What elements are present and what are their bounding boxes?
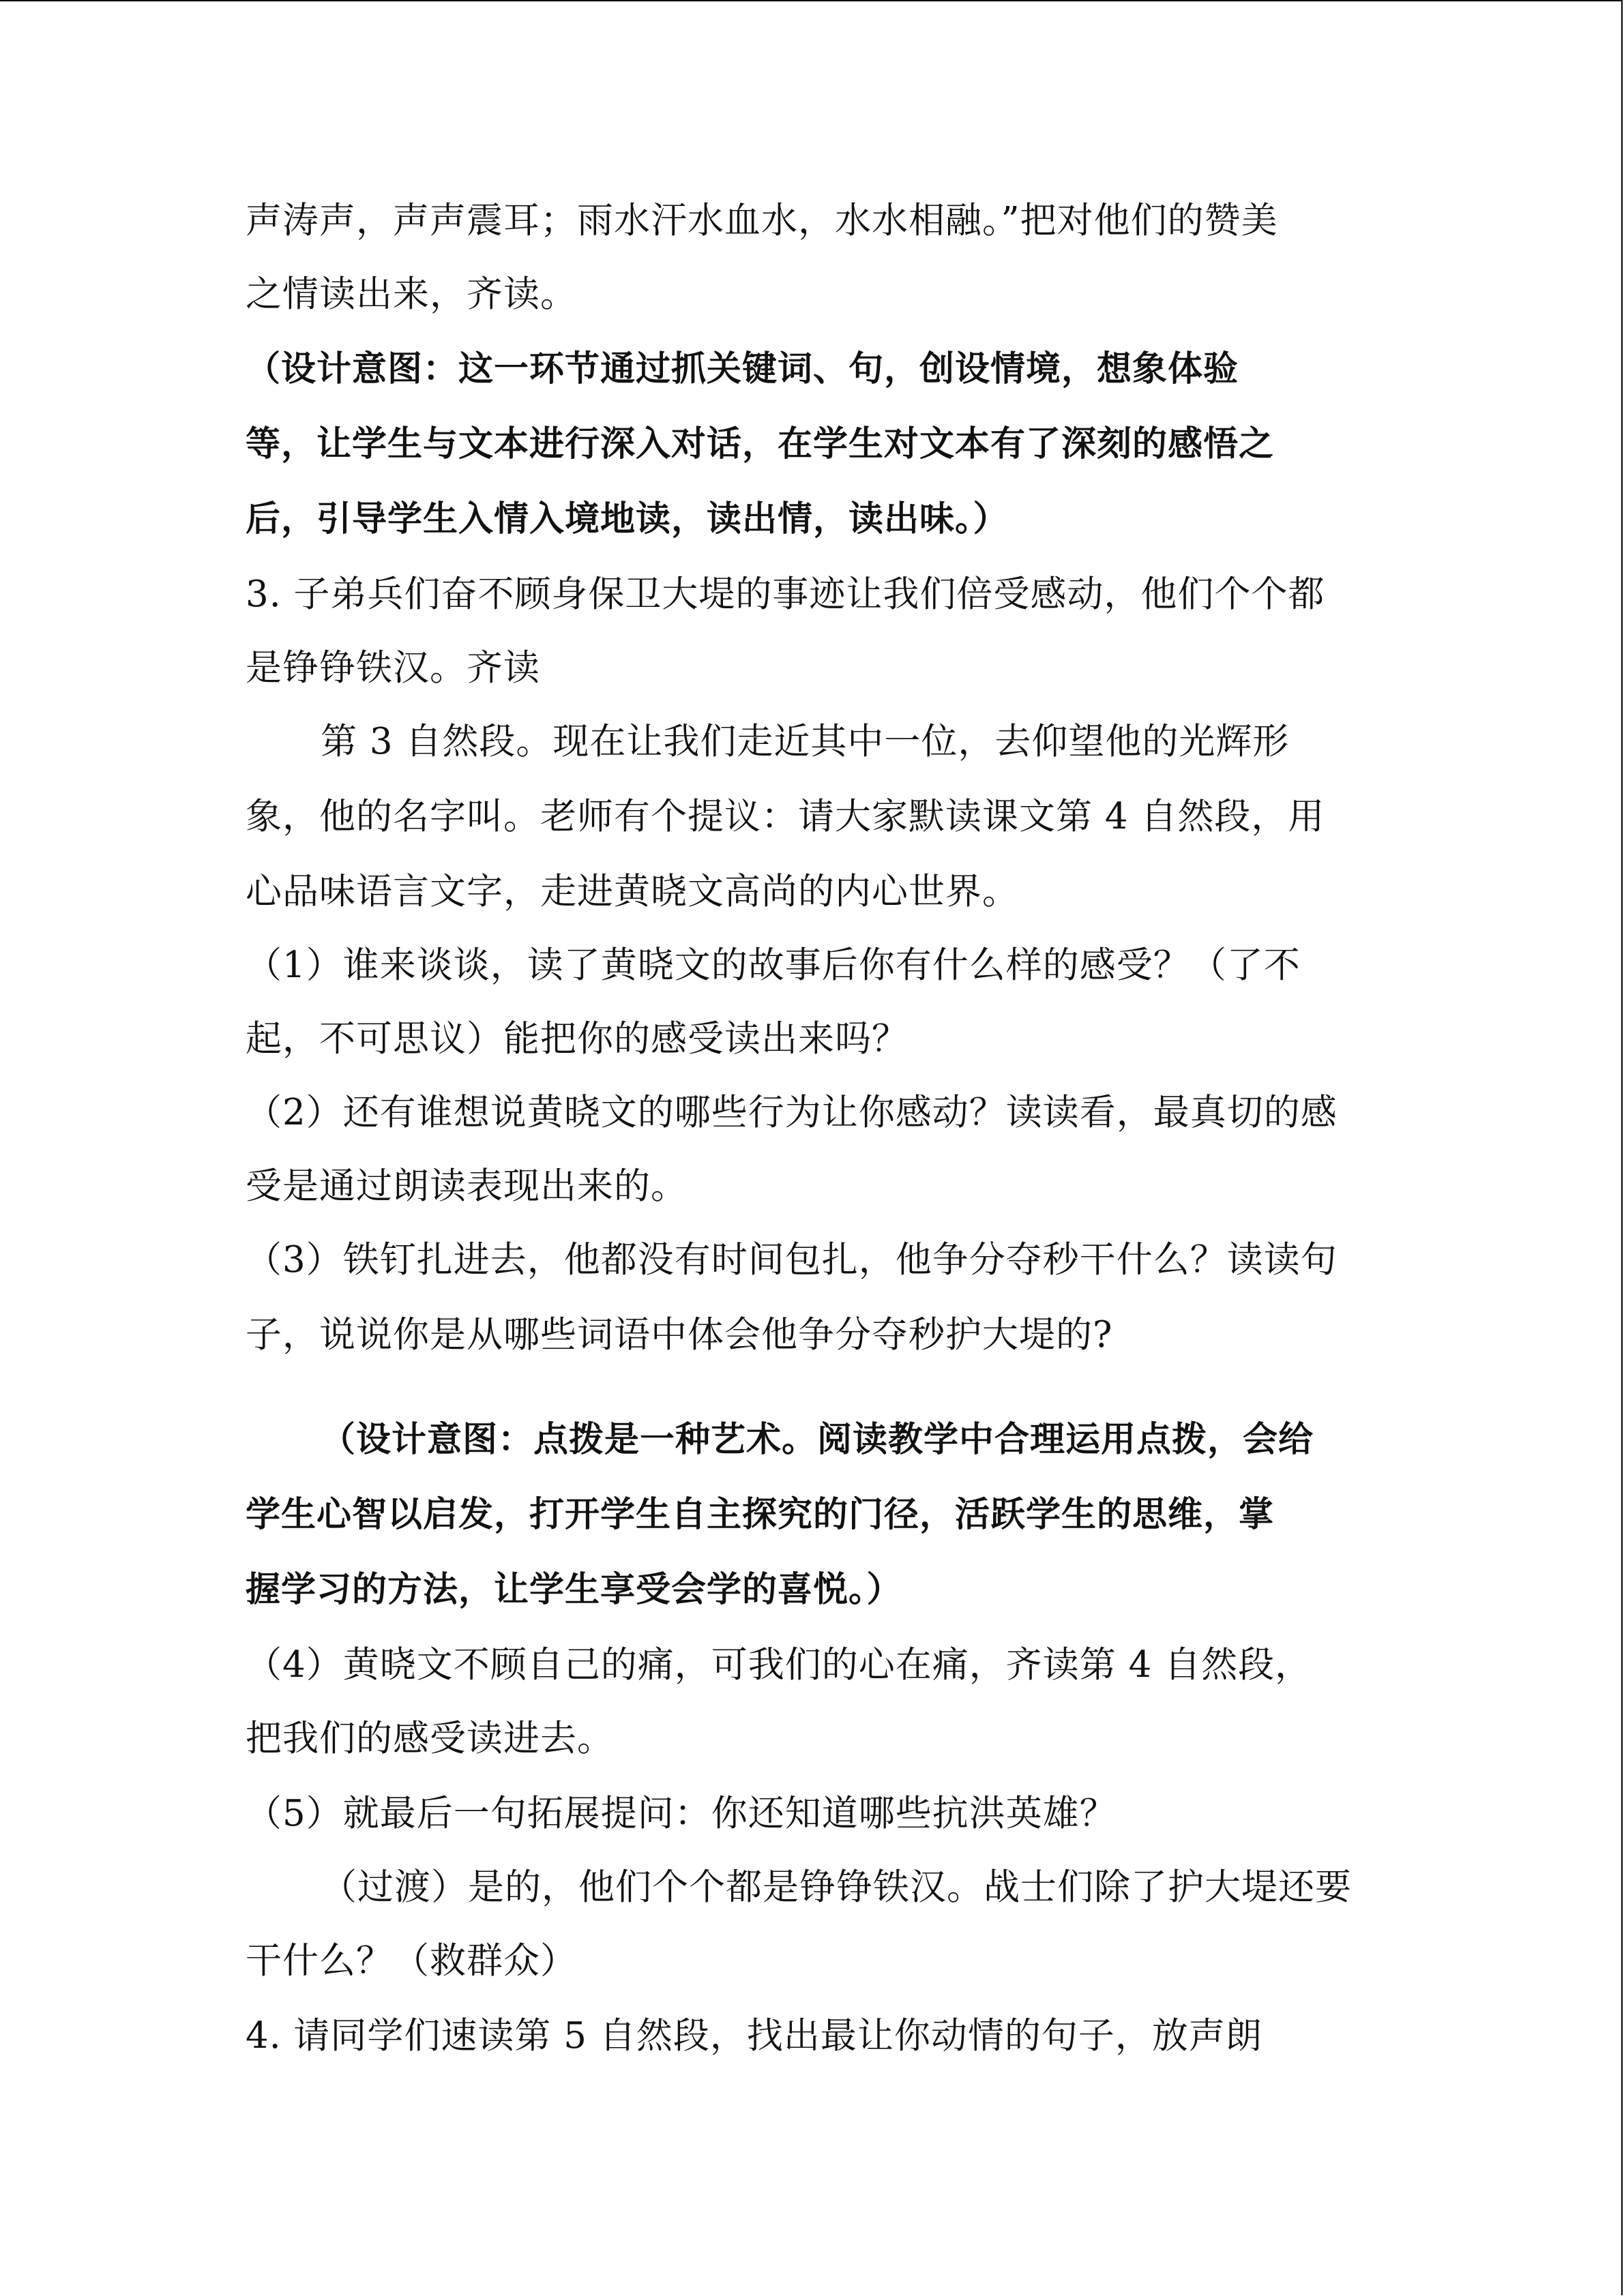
text-line: 是铮铮铁汉。齐读	[246, 647, 540, 689]
design-note-line: 握学习的方法，让学生享受会学的喜悦。）	[246, 1570, 902, 1610]
text-line: 3. 子弟兵们奋不顾身保卫大堤的事迹让我们倍受感动，他们个个都	[246, 573, 1325, 615]
text-line-indented: （过渡）是的，他们个个都是铮铮铁汉。战士们除了护大堤还要	[321, 1866, 1352, 1908]
text-line: 子，说说你是从哪些词语中体会他争分夺秒护大堤的?	[246, 1314, 1113, 1356]
text-line: 之情读出来，齐读。	[246, 273, 577, 315]
text-line-indented: 第 3 自然段。现在让我们走近其中一位，去仰望他的光辉形	[321, 721, 1290, 762]
text-line: （3）铁钉扎进去，他都没有时间包扎，他争分夺秒干什么？读读句	[246, 1239, 1338, 1281]
text-line: （1）谁来谈谈，读了黄晓文的故事后你有什么样的感受？（了不	[246, 944, 1301, 986]
text-line: （4）黄晓文不顾自己的痛，可我们的心在痛，齐读第 4 自然段，	[246, 1644, 1312, 1686]
design-note-line: （设计意图：点拨是一种艺术。阅读教学中合理运用点拨，会给	[321, 1420, 1314, 1460]
text-line: 4. 请同学们速读第 5 自然段，找出最让你动情的句子，放声朗	[246, 2015, 1263, 2057]
text-line: 受是通过朗读表现出来的。	[246, 1165, 688, 1207]
text-line: 声涛声，声声震耳；雨水汗水血水，水水相融。”把对他们的赞美	[246, 200, 1278, 241]
text-line: （2）还有谁想说黄晓文的哪些行为让你感动？读读看，最真切的感	[246, 1092, 1338, 1133]
design-note-line: 等，让学生与文本进行深入对话，在学生对文本有了深刻的感悟之	[246, 424, 1275, 464]
design-note-line: （设计意图：这一环节通过抓关键词、句，创设情境，想象体验	[246, 349, 1239, 389]
design-note-line: 学生心智以启发，打开学生自主探究的门径，活跃学生的思维，掌	[246, 1495, 1275, 1535]
text-line: 象，他的名字叫。老师有个提议：请大家默读课文第 4 自然段，用	[246, 796, 1325, 837]
design-note-line: 后，引导学生入情入境地读，读出情，读出味。）	[246, 499, 1009, 539]
text-line: （5）就最后一句拓展提问：你还知道哪些抗洪英雄？	[246, 1793, 1117, 1834]
text-line: 心品味语言文字，走进黄晓文高尚的内心世界。	[246, 871, 1019, 912]
text-line: 把我们的感受读进去。	[246, 1718, 614, 1759]
text-line: 干什么？（救群众）	[246, 1940, 577, 1982]
text-line: 起，不可思议）能把你的感受读出来吗？	[246, 1018, 909, 1060]
